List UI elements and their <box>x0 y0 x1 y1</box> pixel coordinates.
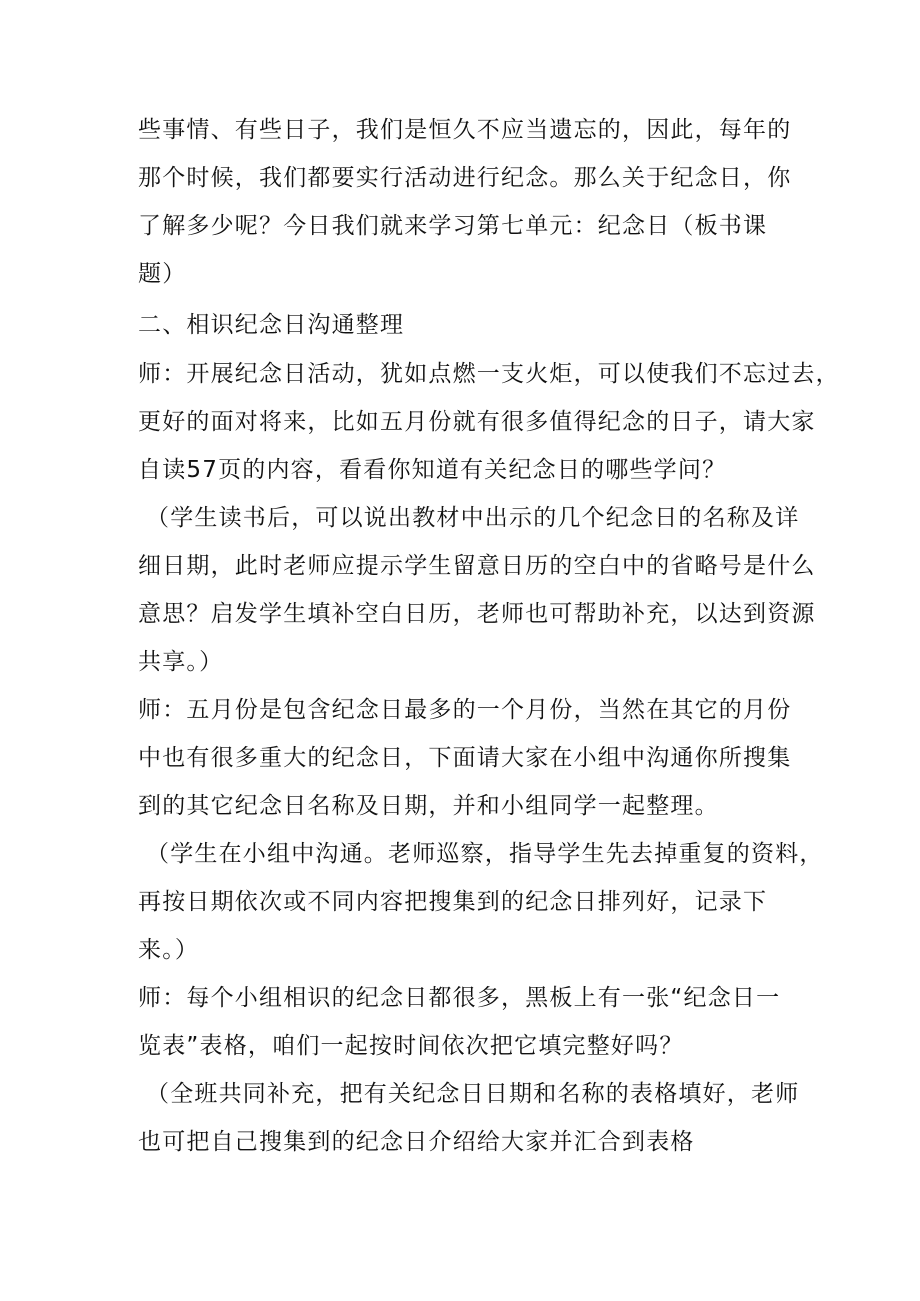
section-heading: 二、相识纪念日沟通整理 <box>138 312 405 338</box>
text-line: 师：开展纪念日活动，犹如点燃一支火炬，可以使我们不忘过去， <box>138 361 840 387</box>
text-line: 师：每个小组相识的纪念日都很多，黑板上有一张“纪念日一 <box>138 985 781 1011</box>
text-line: 到的其它纪念日名称及日期，并和小组同学一起整理。 <box>138 793 719 819</box>
text-line: 更好的面对将来，比如五月份就有很多值得纪念的日子，请大家 <box>138 409 816 435</box>
text-line: 来。） <box>138 937 200 963</box>
text-line: 那个时候，我们都要实行活动进行纪念。那么关于纪念日，你 <box>138 165 792 191</box>
text-line: （学生在小组中沟通。老师巡察，指导学生先去掉重复的资料， <box>146 841 824 867</box>
text-line: 中也有很多重大的纪念日，下面请大家在小组中沟通你所搜集 <box>138 745 792 771</box>
text-line: 师：五月份是包含纪念日最多的一个月份，当然在其它的月份 <box>138 697 792 723</box>
text-line: 也可把自己搜集到的纪念日介绍给大家并汇合到表格 <box>138 1129 695 1155</box>
text-line: 了解多少呢？今日我们就来学习第七单元：纪念日（板书课 <box>138 213 768 239</box>
text-line: 细日期，此时老师应提示学生留意日历的空白中的省略号是什么 <box>138 553 816 579</box>
text-line: 览表”表格，咱们一起按时间依次把它填完整好吗？ <box>138 1033 684 1059</box>
text-line: 再按日期依次或不同内容把搜集到的纪念日排列好，记录下 <box>138 889 768 915</box>
text-line: 些事情、有些日子，我们是恒久不应当遗忘的，因此，每年的 <box>138 117 792 143</box>
text-line: （学生读书后，可以说出教材中出示的几个纪念日的名称及详 <box>146 505 800 531</box>
text-line: （全班共同补充，把有关纪念日日期和名称的表格填好，老师 <box>146 1081 800 1107</box>
text-line: 题） <box>138 261 187 287</box>
text-line: 共享。） <box>138 649 224 675</box>
text-line: 自读57页的内容，看看你知道有关纪念日的哪些学问？ <box>138 457 727 483</box>
text-line: 意思？启发学生填补空白日历，老师也可帮助补充，以达到资源 <box>138 601 816 627</box>
